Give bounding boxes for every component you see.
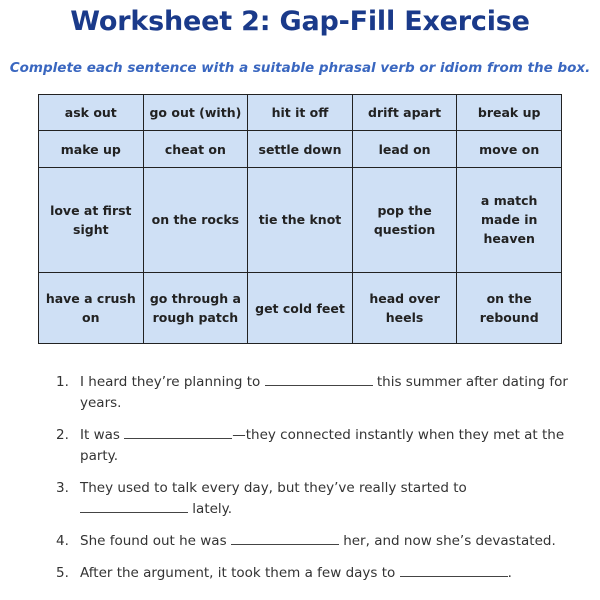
sentence-number: 3. bbox=[56, 480, 69, 496]
worksheet-title: Worksheet 2: Gap-Fill Exercise bbox=[70, 6, 530, 37]
sentence-text-after: . bbox=[507, 565, 512, 581]
sentence-text-before: It was bbox=[80, 427, 125, 443]
word-box-cell: cheat on bbox=[143, 131, 248, 167]
sentence-text-after: this summer after dating for years. bbox=[80, 374, 568, 411]
sentence-number: 5. bbox=[56, 565, 69, 581]
sentence-item bbox=[56, 531, 568, 552]
word-box-cell: move on bbox=[457, 131, 562, 167]
sentence-text-after: her, and now she’s devastated. bbox=[338, 533, 556, 549]
sentence-item bbox=[56, 478, 568, 520]
sentence-list bbox=[56, 372, 568, 595]
word-box-cell: love at first sight bbox=[39, 167, 144, 272]
word-box-cell: go out (with) bbox=[143, 95, 248, 131]
sentence-item bbox=[56, 563, 568, 584]
word-box-cell: break up bbox=[457, 95, 562, 131]
word-box bbox=[38, 94, 562, 344]
word-box-cell: pop the question bbox=[352, 167, 457, 272]
sentence-item bbox=[56, 372, 568, 414]
answer-blank[interactable] bbox=[80, 499, 188, 513]
word-box-cell: settle down bbox=[248, 131, 353, 167]
word-box-cell: drift apart bbox=[352, 95, 457, 131]
word-box-cell: go through a rough patch bbox=[143, 273, 248, 344]
sentence-text-after: —they connected instantly when they met at the party. bbox=[80, 427, 565, 464]
word-box-cell: a match made in heaven bbox=[457, 167, 562, 272]
sentence-text-before: After the argument, it took them a few days to bbox=[80, 565, 400, 581]
sentence-text-before: I heard they’re planning to bbox=[80, 374, 265, 390]
answer-blank[interactable] bbox=[265, 372, 373, 386]
word-box-cell: get cold feet bbox=[248, 273, 353, 344]
answer-blank[interactable] bbox=[400, 563, 508, 577]
sentence-text-after: lately. bbox=[188, 501, 233, 517]
answer-blank[interactable] bbox=[231, 531, 339, 545]
word-box-row bbox=[39, 273, 562, 344]
sentence-item bbox=[56, 425, 568, 467]
sentence-number: 4. bbox=[56, 533, 69, 549]
sentence-number: 1. bbox=[56, 374, 69, 390]
word-box-row bbox=[39, 131, 562, 167]
word-box-cell: hit it off bbox=[248, 95, 353, 131]
answer-blank[interactable] bbox=[124, 425, 232, 439]
word-box-cell: ask out bbox=[39, 95, 144, 131]
word-box-cell: have a crush on bbox=[39, 273, 144, 344]
sentence-text-before: They used to talk every day, but they’ve really started to bbox=[80, 480, 467, 496]
sentence-number: 2. bbox=[56, 427, 69, 443]
word-box-cell: head over heels bbox=[352, 273, 457, 344]
word-box-row bbox=[39, 95, 562, 131]
word-box-cell: tie the knot bbox=[248, 167, 353, 272]
sentence-text-before: She found out he was bbox=[80, 533, 231, 549]
word-box-cell: make up bbox=[39, 131, 144, 167]
instructions: Complete each sentence with a suitable phrasal verb or idiom from the box. bbox=[9, 60, 591, 76]
word-box-cell: on the rebound bbox=[457, 273, 562, 344]
word-box-row bbox=[39, 167, 562, 272]
word-box-cell: on the rocks bbox=[143, 167, 248, 272]
word-box-cell: lead on bbox=[352, 131, 457, 167]
